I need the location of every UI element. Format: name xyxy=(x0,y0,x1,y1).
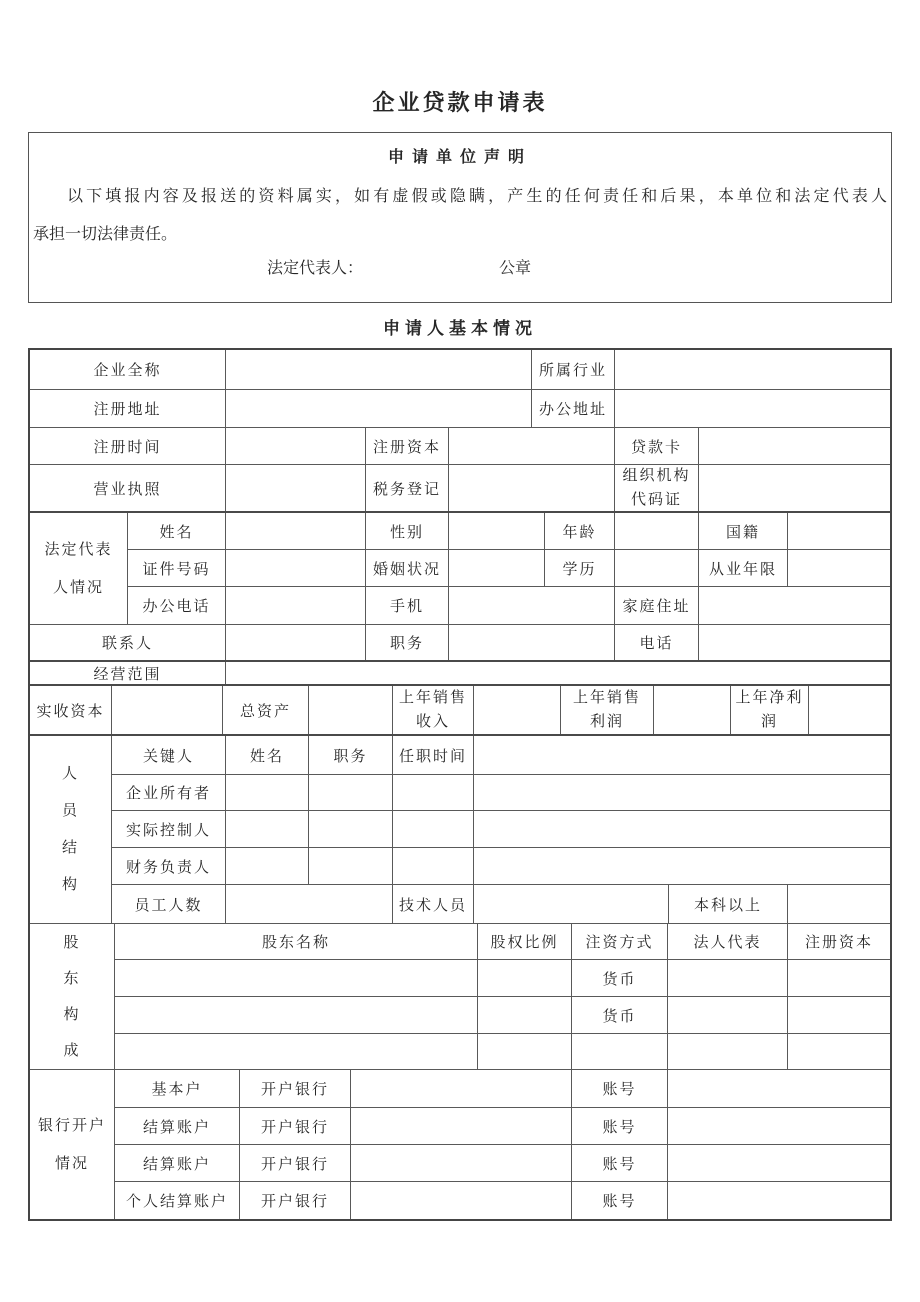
bank-account-row xyxy=(115,1182,890,1219)
sales-profit-field[interactable] xyxy=(654,686,731,734)
registered-address-field[interactable] xyxy=(226,390,532,427)
org-code-cert-field[interactable] xyxy=(699,465,890,511)
education-field[interactable] xyxy=(615,550,699,586)
table-row xyxy=(112,811,890,848)
legal-rep-section-label: 法定代表 人情况 xyxy=(30,513,128,624)
age-label: 年龄 xyxy=(545,513,615,549)
legal-rep-name-field[interactable] xyxy=(226,513,366,549)
office-address-field[interactable] xyxy=(615,390,890,427)
company-seal-label: 公章 xyxy=(499,260,532,277)
person-name-header: 姓名 xyxy=(226,736,309,774)
account-type-label: 基本户 xyxy=(115,1070,240,1107)
bank-name-field[interactable] xyxy=(351,1182,572,1219)
bank-label: 开户银行 xyxy=(240,1108,351,1144)
declaration-heading: 申请单位声明 xyxy=(387,149,532,166)
controller-extra-field[interactable] xyxy=(474,811,890,847)
registered-capital-label: 注册资本 xyxy=(366,428,449,464)
controller-name-field[interactable] xyxy=(226,811,309,847)
gender-label: 性别 xyxy=(366,513,449,549)
bank-account-rows xyxy=(115,1070,890,1219)
business-license-label: 营业执照 xyxy=(30,465,226,511)
controller-tenure-field[interactable] xyxy=(393,811,474,847)
mobile-field[interactable] xyxy=(449,587,615,624)
business-license-field[interactable] xyxy=(226,465,366,511)
shareholders-rows xyxy=(115,924,890,1069)
shareholder-row xyxy=(115,997,890,1034)
owner-tenure-field[interactable] xyxy=(393,775,474,810)
total-assets-field[interactable] xyxy=(309,686,393,734)
years-experience-field[interactable] xyxy=(788,550,890,586)
personnel-section-label: 人员结构 xyxy=(30,736,112,923)
cfo-label: 财务负责人 xyxy=(112,848,226,884)
home-address-label: 家庭住址 xyxy=(615,587,699,624)
shareholders-header-row xyxy=(115,924,890,960)
bank-label: 开户银行 xyxy=(240,1182,351,1219)
nationality-label: 国籍 xyxy=(699,513,788,549)
account-no-label: 账号 xyxy=(572,1182,668,1219)
table-row xyxy=(112,736,890,775)
home-address-field[interactable] xyxy=(699,587,890,624)
shareholder-name-field[interactable] xyxy=(115,1034,478,1069)
contact-field[interactable] xyxy=(226,625,366,660)
declaration-box xyxy=(28,132,892,303)
shareholder-legal-rep-field[interactable] xyxy=(668,1034,788,1069)
total-assets-label: 总资产 xyxy=(223,686,309,734)
actual-controller-label: 实际控制人 xyxy=(112,811,226,847)
loan-card-field[interactable] xyxy=(699,428,890,464)
funding-method-field[interactable] xyxy=(572,1034,668,1069)
equity-ratio-field[interactable] xyxy=(478,997,572,1033)
table-row xyxy=(128,513,890,550)
company-name-field[interactable] xyxy=(226,350,532,389)
shareholder-name-field[interactable] xyxy=(115,960,478,996)
contact-phone-label: 电话 xyxy=(615,625,699,660)
registered-address-label: 注册地址 xyxy=(30,390,226,427)
cfo-position-field[interactable] xyxy=(309,848,393,884)
personnel-section xyxy=(30,736,890,924)
org-code-cert-label: 组织机构 代码证 xyxy=(615,465,699,511)
office-address-label: 办公地址 xyxy=(532,390,615,427)
education-label: 学历 xyxy=(545,550,615,586)
registered-time-label: 注册时间 xyxy=(30,428,226,464)
industry-field[interactable] xyxy=(615,350,890,389)
personnel-rows xyxy=(112,736,890,923)
equity-ratio-field[interactable] xyxy=(478,960,572,996)
cfo-tenure-field[interactable] xyxy=(393,848,474,884)
key-person-extra-field[interactable] xyxy=(474,736,890,774)
bank-label: 开户银行 xyxy=(240,1070,351,1107)
financials-row xyxy=(30,686,890,736)
business-scope-field[interactable] xyxy=(226,662,890,684)
declaration-sign-row xyxy=(29,255,891,277)
nationality-field[interactable] xyxy=(788,513,890,549)
shareholder-capital-field[interactable] xyxy=(788,960,890,996)
office-phone-field[interactable] xyxy=(226,587,366,624)
sales-revenue-label: 上年销售 收入 xyxy=(393,686,474,734)
table-row xyxy=(112,885,890,923)
bank-label: 开户银行 xyxy=(240,1145,351,1181)
person-position-header: 职务 xyxy=(309,736,393,774)
table-row xyxy=(128,550,890,587)
table-row xyxy=(30,390,890,428)
table-row xyxy=(112,775,890,811)
owner-position-field[interactable] xyxy=(309,775,393,810)
technical-staff-field[interactable] xyxy=(474,885,669,923)
basic-info-table xyxy=(28,348,892,1221)
office-phone-label: 办公电话 xyxy=(128,587,226,624)
shareholder-capital-header: 注册资本 xyxy=(804,935,873,951)
table-row xyxy=(30,465,890,513)
table-row xyxy=(30,625,890,662)
equity-ratio-header: 股权比例 xyxy=(478,924,572,959)
shareholders-section xyxy=(30,924,890,1070)
paid-in-capital-label: 实收资本 xyxy=(30,686,112,734)
table-row xyxy=(112,848,890,885)
registered-capital-field[interactable] xyxy=(449,428,615,464)
bank-account-row xyxy=(115,1070,890,1108)
registered-time-field[interactable] xyxy=(226,428,366,464)
shareholder-row xyxy=(115,1034,890,1069)
sales-profit-label: 上年销售 利润 xyxy=(561,686,654,734)
shareholders-section-label: 股东构成 xyxy=(30,924,115,1069)
account-type-label: 结算账户 xyxy=(115,1145,240,1181)
bank-accounts-section-label: 银行开户 情况 xyxy=(30,1070,115,1219)
owner-label: 企业所有者 xyxy=(112,775,226,810)
bank-account-row xyxy=(115,1145,890,1182)
table-row xyxy=(30,428,890,465)
controller-position-field[interactable] xyxy=(309,811,393,847)
id-number-field[interactable] xyxy=(226,550,366,586)
account-no-label: 账号 xyxy=(572,1070,668,1107)
account-no-field[interactable] xyxy=(668,1145,890,1181)
net-profit-label: 上年净利 润 xyxy=(731,686,809,734)
basic-info-heading: 申请人基本情况 xyxy=(383,319,537,338)
account-type-label: 个人结算账户 xyxy=(115,1182,240,1219)
mobile-label: 手机 xyxy=(366,587,449,624)
tax-registration-label: 税务登记 xyxy=(366,465,449,511)
marital-status-field[interactable] xyxy=(449,550,545,586)
employee-count-label: 员工人数 xyxy=(112,885,226,923)
bachelor-above-label: 本科以上 xyxy=(669,885,788,923)
table-row xyxy=(128,587,890,624)
shareholder-name-field[interactable] xyxy=(115,997,478,1033)
bachelor-above-field[interactable] xyxy=(788,885,890,923)
declaration-body-line1: 以下填报内容及报送的资料属实，如有虚假或隐瞒，产生的任何责任和后果，本单位和法定代表人 xyxy=(67,188,887,205)
marital-status-label: 婚姻状况 xyxy=(366,550,449,586)
cfo-extra-field[interactable] xyxy=(474,848,890,884)
owner-name-field[interactable] xyxy=(226,775,309,810)
declaration-body-line2: 承担一切法律责任。 xyxy=(33,226,178,243)
employee-count-field[interactable] xyxy=(226,885,393,923)
contact-phone-field[interactable] xyxy=(699,625,890,660)
key-person-label: 关键人 xyxy=(112,736,226,774)
funding-method-field[interactable]: 货币 xyxy=(572,960,668,996)
cfo-name-field[interactable] xyxy=(226,848,309,884)
owner-extra-field[interactable] xyxy=(474,775,890,810)
company-name-label: 企业全称 xyxy=(30,350,226,389)
bank-account-row xyxy=(115,1108,890,1145)
id-number-label: 证件号码 xyxy=(128,550,226,586)
shareholder-capital-field[interactable] xyxy=(788,997,890,1033)
paid-in-capital-field[interactable] xyxy=(112,686,223,734)
age-field[interactable] xyxy=(615,513,699,549)
sales-revenue-field[interactable] xyxy=(474,686,561,734)
account-no-label: 账号 xyxy=(572,1145,668,1181)
account-no-field[interactable] xyxy=(668,1070,890,1107)
page-title: 企业贷款申请表 xyxy=(372,90,548,115)
net-profit-field[interactable] xyxy=(809,686,890,734)
person-tenure-header: 任职时间 xyxy=(393,736,474,774)
shareholder-row xyxy=(115,960,890,997)
table-row xyxy=(30,662,890,686)
shareholder-legal-rep-field[interactable] xyxy=(668,960,788,996)
legal-rep-rows xyxy=(128,513,890,624)
industry-label: 所属行业 xyxy=(532,350,615,389)
equity-ratio-field[interactable] xyxy=(478,1034,572,1069)
contact-position-label: 职务 xyxy=(366,625,449,660)
account-no-field[interactable] xyxy=(668,1182,890,1219)
bank-accounts-section xyxy=(30,1070,890,1219)
funding-method-field[interactable]: 货币 xyxy=(572,997,668,1033)
legal-rep-section xyxy=(30,513,890,625)
bank-name-field[interactable] xyxy=(351,1108,572,1144)
legal-rep-signature-label: 法定代表人： xyxy=(267,260,364,277)
shareholder-name-header: 股东名称 xyxy=(115,924,478,959)
shareholder-capital-field[interactable] xyxy=(788,1034,890,1069)
funding-method-header: 注资方式 xyxy=(572,924,668,959)
account-no-field[interactable] xyxy=(668,1108,890,1144)
years-experience-label: 从业年限 xyxy=(699,550,788,586)
business-scope-label: 经营范围 xyxy=(30,662,226,684)
table-row xyxy=(30,350,890,390)
bank-name-field[interactable] xyxy=(351,1070,572,1107)
shareholder-legal-rep-header: 法人代表 xyxy=(668,924,788,959)
gender-field[interactable] xyxy=(449,513,545,549)
tax-registration-field[interactable] xyxy=(449,465,615,511)
contact-position-field[interactable] xyxy=(449,625,615,660)
shareholder-legal-rep-field[interactable] xyxy=(668,997,788,1033)
account-type-label: 结算账户 xyxy=(115,1108,240,1144)
bank-name-field[interactable] xyxy=(351,1145,572,1181)
account-no-label: 账号 xyxy=(572,1108,668,1144)
loan-card-label: 贷款卡 xyxy=(615,428,699,464)
legal-rep-name-label: 姓名 xyxy=(128,513,226,549)
contact-label: 联系人 xyxy=(30,625,226,660)
technical-staff-label: 技术人员 xyxy=(393,885,474,923)
